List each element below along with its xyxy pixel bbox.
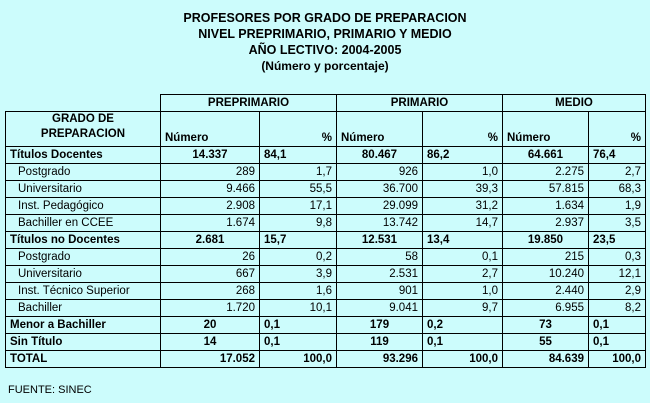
cell-percent: 23,5 <box>589 232 646 249</box>
cell-percent: 0,1 <box>423 334 503 351</box>
subheader-number: Número <box>161 112 260 147</box>
cell-percent: 9,7 <box>423 300 503 317</box>
row-label: Universitario <box>6 181 161 198</box>
row-label: Menor a Bachiller <box>6 317 161 334</box>
group-header-medio: MEDIO <box>503 95 646 112</box>
cell-percent: 14,7 <box>423 215 503 232</box>
cell-number: 179 <box>337 317 423 334</box>
subheader-percent: % <box>589 112 646 147</box>
row-header-label <box>6 112 161 147</box>
row-label: TOTAL <box>6 351 161 368</box>
row-label: Inst. Pedagógico <box>6 198 161 215</box>
cell-number: 26 <box>161 249 260 266</box>
cell-number: 17.052 <box>161 351 260 368</box>
cell-percent: 86,2 <box>423 147 503 164</box>
cell-percent: 100,0 <box>423 351 503 368</box>
cell-percent: 10,1 <box>260 300 337 317</box>
table-row <box>6 249 646 266</box>
row-header-line-2: PREPARACION <box>40 128 126 140</box>
subheader-number: Número <box>503 112 589 147</box>
cell-percent: 0,2 <box>423 317 503 334</box>
cell-number: 2.531 <box>337 266 423 283</box>
cell-percent: 1,0 <box>423 164 503 181</box>
title-line-2: NIVEL PREPRIMARIO, PRIMARIO Y MEDIO <box>198 27 452 41</box>
data-table <box>5 94 646 368</box>
cell-number: 119 <box>337 334 423 351</box>
cell-percent: 1,0 <box>423 283 503 300</box>
cell-number: 1.634 <box>503 198 589 215</box>
row-label: Sin Título <box>6 334 161 351</box>
row-label: Bachiller <box>6 300 161 317</box>
cell-number: 12.531 <box>337 232 423 249</box>
cell-number: 6.955 <box>503 300 589 317</box>
cell-number: 20 <box>161 317 260 334</box>
cell-percent: 13,4 <box>423 232 503 249</box>
cell-percent: 1,6 <box>260 283 337 300</box>
row-label: Bachiller en CCEE <box>6 215 161 232</box>
cell-number: 19.850 <box>503 232 589 249</box>
cell-percent: 8,2 <box>589 300 646 317</box>
cell-number: 2.440 <box>503 283 589 300</box>
cell-number: 9.466 <box>161 181 260 198</box>
cell-percent: 0,1 <box>589 334 646 351</box>
group-header-preprimario: PREPRIMARIO <box>161 95 337 112</box>
table-row <box>6 181 646 198</box>
cell-percent: 0,1 <box>260 334 337 351</box>
cell-percent: 100,0 <box>589 351 646 368</box>
row-label: Inst. Técnico Superior <box>6 283 161 300</box>
cell-number: 1.674 <box>161 215 260 232</box>
cell-percent: 1,7 <box>260 164 337 181</box>
cell-percent: 76,4 <box>589 147 646 164</box>
row-label: Postgrado <box>6 249 161 266</box>
row-label: Universitario <box>6 266 161 283</box>
cell-percent: 0,2 <box>260 249 337 266</box>
table-row-category <box>6 147 646 164</box>
cell-percent: 31,2 <box>423 198 503 215</box>
cell-percent: 0,1 <box>589 317 646 334</box>
cell-number: 901 <box>337 283 423 300</box>
cell-number: 667 <box>161 266 260 283</box>
cell-number: 268 <box>161 283 260 300</box>
cell-number: 926 <box>337 164 423 181</box>
table-row <box>6 283 646 300</box>
title-line-4: (Número y porcentaje) <box>261 59 389 73</box>
row-label: Títulos Docentes <box>6 147 161 164</box>
cell-number: 14.337 <box>161 147 260 164</box>
cell-number: 80.467 <box>337 147 423 164</box>
cell-number: 215 <box>503 249 589 266</box>
title-line-3: AÑO LECTIVO: 2004-2005 <box>248 43 402 57</box>
table-row-category <box>6 232 646 249</box>
row-label: Títulos no Docentes <box>6 232 161 249</box>
cell-number: 10.240 <box>503 266 589 283</box>
cell-percent: 12,1 <box>589 266 646 283</box>
table-row-category <box>6 317 646 334</box>
cell-number: 1.720 <box>161 300 260 317</box>
cell-number: 58 <box>337 249 423 266</box>
cell-percent: 3,9 <box>260 266 337 283</box>
cell-percent: 0,1 <box>260 317 337 334</box>
cell-percent: 2,9 <box>589 283 646 300</box>
cell-number: 36.700 <box>337 181 423 198</box>
title-line-1: PROFESORES POR GRADO DE PREPARACION <box>183 11 467 25</box>
cell-number: 55 <box>503 334 589 351</box>
cell-number: 73 <box>503 317 589 334</box>
row-header-line-1: GRADO DE <box>52 113 114 125</box>
table-row <box>6 198 646 215</box>
cell-percent: 100,0 <box>260 351 337 368</box>
cell-percent: 17,1 <box>260 198 337 215</box>
cell-percent: 9,8 <box>260 215 337 232</box>
cell-number: 2.908 <box>161 198 260 215</box>
cell-number: 29.099 <box>337 198 423 215</box>
table-row <box>6 266 646 283</box>
cell-number: 84.639 <box>503 351 589 368</box>
row-label: Postgrado <box>6 164 161 181</box>
cell-percent: 68,3 <box>589 181 646 198</box>
cell-percent: 15,7 <box>260 232 337 249</box>
cell-number: 2.275 <box>503 164 589 181</box>
table-row-category <box>6 351 646 368</box>
table-row <box>6 164 646 181</box>
cell-number: 57.815 <box>503 181 589 198</box>
cell-number: 9.041 <box>337 300 423 317</box>
report-title <box>0 10 650 74</box>
cell-number: 2.937 <box>503 215 589 232</box>
subheader-percent: % <box>423 112 503 147</box>
cell-number: 289 <box>161 164 260 181</box>
cell-number: 93.296 <box>337 351 423 368</box>
cell-percent: 84,1 <box>260 147 337 164</box>
subheader-percent: % <box>260 112 337 147</box>
table-row <box>6 300 646 317</box>
subheader-number: Número <box>337 112 423 147</box>
cell-percent: 1,9 <box>589 198 646 215</box>
corner-cell <box>6 95 161 112</box>
cell-number: 13.742 <box>337 215 423 232</box>
table-row <box>6 215 646 232</box>
source-note: FUENTE: SINEC <box>8 384 92 396</box>
cell-percent: 3,5 <box>589 215 646 232</box>
group-header-primario: PRIMARIO <box>337 95 503 112</box>
cell-percent: 2,7 <box>423 266 503 283</box>
cell-percent: 0,1 <box>423 249 503 266</box>
cell-number: 64.661 <box>503 147 589 164</box>
cell-percent: 0,3 <box>589 249 646 266</box>
table-row-category <box>6 334 646 351</box>
cell-number: 2.681 <box>161 232 260 249</box>
cell-percent: 2,7 <box>589 164 646 181</box>
cell-percent: 55,5 <box>260 181 337 198</box>
cell-number: 14 <box>161 334 260 351</box>
cell-percent: 39,3 <box>423 181 503 198</box>
